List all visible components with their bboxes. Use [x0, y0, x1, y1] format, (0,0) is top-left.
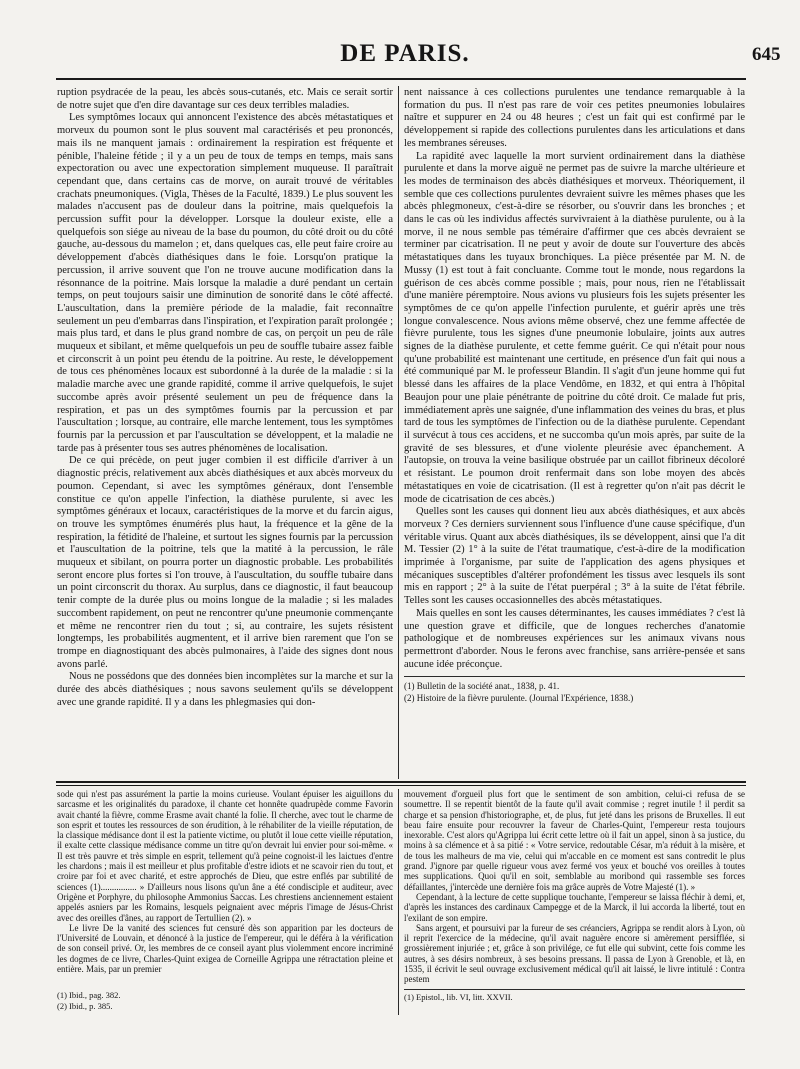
feuilleton-left-column	[57, 789, 393, 1061]
footnote: (1) Ibid., pag. 382.	[57, 990, 121, 1001]
footnote: (2) Ibid., p. 385.	[57, 1000, 113, 1011]
page-title: DE PARIS.	[340, 40, 470, 67]
footnote: (1) Epistol., lib. VI, litt. XXVII.	[404, 991, 513, 1002]
footnote: (1) Bulletin de la société anat., 1838, p. 41.	[404, 681, 560, 692]
article-paragraph: Nous ne possédons que des données bien incomplètes sur la marche et sur la durée des abcès diathésiques ; nous savons seulement qu'ils se développent avec une grande rapidité. Il y a dans les phlegmasies qui don-	[57, 671, 393, 708]
feuilleton-column-divider	[398, 789, 399, 1015]
article-paragraph: nent naissance à ces collections purulentes une tendance remarquable à la formation du pus. Il n'est pas rare de voir ces petites pneumonies lobulaires naître et suppurer en 24 ou 48 heures ; c'est un fait qui est confirmé par le développement si rapide des collections purulentes dans les articulations et dans les membranes séreuses.	[404, 87, 745, 149]
feuilleton-paragraph: sode qui n'est pas assurément la partie la moins curieuse. Voulant épuiser les aiguillons du sarcasme et les originalités du paradoxe, il chante cet honnête quadrupède comme Favorin avait chanté la fièvre, comme Erasme avait chanté la folie. Il cherche, avec tout le charme de son esprit et toutes les ressources de son érudition, à le réhabiliter de la vieille réputation, de la classique médisance dont il est la patiente victime, ou plutôt il loue cette vieille réputation, il exalte cette classique médisance comme un titre qu'on devrait lui envier pour soi-même. « Il est très pauvre et très simple en esprit, tellement qu'à peine cognoist-il les laictues d'entre les chardons ; mais il est meilleur et plus profitable d'estre idiots et ne scavoir rien du tout, et croire par foi et avec charité, et estre approchés de Dieu, que estre enflés par subtilité de sciences (1)................ » D'ailleurs nous lisons qu'un âne a été condisciple et auditeur, avec Origène et Porphyre, du philosophe Ammonius Saccas. Les chrestiens anciennement estaient appelés asniers par les Romains, lesquels peignaient avec mépris l'image de Jésus-Christ avec des oreilles d'ânes, au rapport de Tertullien (2). »	[57, 789, 393, 923]
article-paragraph: Mais quelles en sont les causes déterminantes, les causes immédiates ? c'est là une question grave et difficile, que de longues recherches d'anatomie pathologique et de nombreuses expériences sur les animaux vivans nous permettront d'aborder. Nous le ferons avec franchise, sans arrière-pensée et sans aucune idée préconçue.	[404, 607, 745, 670]
feuilleton-rule-thin	[56, 785, 746, 786]
article-paragraph: ruption psydracée de la peau, les abcès sous-cutanés, etc. Mais ce serait sortir de notre sujet que d'en dire davantage sur ces deux terribles maladies.	[57, 87, 393, 111]
article-paragraph: Les symptômes locaux qui annoncent l'existence des abcès métastatiques et morveux du poumon sont le plus souvent mal caractérisés et peu prononcés, mais ils ne manquent jamais : ordinairement la respiration est fréquente et pénible, l'haleine fétide ; il y a un peu de toux de temps en temps, mais sans expectoration ou avec une expectoration simplement muqueuse. Il paraîtrait cependant que, dans certains cas de morve, on aurait trouvé de véritables crachats pneumoniques. (Vigla, Thèses de la Faculté, 1839.) Le plus souvent les malades n'accusent pas de douleur dans la poitrine, mais quelquefois la percussion suffit pour la développer. Lorsque la douleur existe, elle a quelquefois son siége au niveau de la base du poumon, du côté droit ou du côté gauche, au-dessous du mamelon ; et, dans quelques cas, elle peut faire croire au développement d'abcès diathésiques dans le foie. Lorsqu'on pratique la percussion, il arrive souvent que l'on ne trouve aucune modification dans la résonnance de la poitrine. Mais lorsque la maladie a duré pendant un certain temps, on peut toujours saisir une diminution de sonorité dans le côté affecté. L'auscultation, dans la première période de la maladie, fait reconnaître seulement un peu d'embarras dans l'inspiration, et l'expiration paraît prolongée ; mais plus tard, et dans le plus grand nombre de cas, on perçoit un peu de râle muqueux et sibilant, et même quelquefois un peu de souffle tubaire assez faible et circonscrit à un point peu étendu de la poitrine. Au reste, le développement de tous ces phénomènes locaux est subordonné à la durée de la maladie : si la maladie marche avec une grande rapidité, comme il arrive quelquefois, le sujet succombe après avoir présenté seulement un peu de fréquence dans la respiration, et pas un des symptômes fournis par la percussion et par l'auscultation ; lorsque, au contraire, elle marche lentement, tous les symptômes fournis par la percussion et par l'auscultation se développent, et la maladie ne tarde pas à présenter tous ses autres phénomènes de localisation.	[57, 112, 393, 454]
feuilleton-right-column	[404, 789, 745, 1061]
article-paragraph: De ce qui précède, on peut juger combien il est difficile d'arriver à un diagnostic précis, relativement aux abcès diathésiques et aux abcès morveux du poumon. Cependant, si avec les symptômes généraux, dont l'ensemble constitue ce qu'on appelle l'infection, la diathèse purulente, si avec les symptômes généraux et locaux, caractéristiques de la morve et du farcin aigus, on trouve les symptômes énumérés plus haut, la fréquence et la gêne de la respiration, la fétidité de l'haleine, et surtout les signes fournis par la percussion et l'auscultation de la poitrine, tels que la matité à la percussion, le râle muqueux et sibilant, on pourra porter un diagnostic probable. Les probabilités seront encore plus fortes si l'on trouve, à l'auscultation, du souffle tubaire dans un point circonscrit du thorax. Au surplus, dans ce diagnostic, il faut beaucoup tenir compte de la durée plus ou moins longue de la maladie ; si les malades succombent rapidement, on peut ne rencontrer qu'une pneumonie commençante et même ne rencontrer rien du tout ; si, au contraire, les sujets résistent longtemps, les probabilités augmentent, et il arrive bien rarement que l'on se trompe en diagnostiquant des abcès pulmonaires, à l'aide des signes dont nous avons parlé.	[57, 455, 393, 670]
article-right-column	[404, 87, 745, 779]
feuilleton-paragraph: Le livre De la vanité des sciences fut censuré dès son apparition par les docteurs de l'Université de Louvain, et dénoncé à la justice de l'empereur, qui le déféra à la vérification de son conseil privé. Or, les membres de ce conseil ayant plus violemment encore incriminé les dogmes de ce livre, Charles-Quint exigea de Corneille Agrippa une rétractation pleine et entière. Mais, par un premier	[57, 922, 393, 975]
footnote: (2) Histoire de la fièvre purulente. (Journal l'Expérience, 1838.)	[404, 693, 634, 704]
feuilleton-paragraph: Cependant, à la lecture de cette supplique touchante, l'empereur se laissa fléchir à demi, et, d'après les instances des cardinaux Campegge et de la Marck, il lui accorda la liberté, tout en l'exilant de son empire.	[404, 891, 745, 923]
header-rule	[56, 78, 746, 80]
feuilleton-right-footnotes	[404, 989, 745, 1003]
column-divider	[398, 86, 399, 779]
article-paragraph: Quelles sont les causes qui donnent lieu aux abcès diathésiques, et aux abcès morveux ? Ces derniers surviennent sous l'influence d'une cause spécifique, d'un véritable virus. Quant aux abcès diathésiques, ils se développent, ainsi que l'a dit M. Tessier (2) 1° à la suite de l'état traumatique, c'est-à-dire de la modification imprimée à l'organisme, par suite de l'application des agens physiques et mécaniques susceptibles d'altérer profondément les tissus avec lesquels ils sont mis en rapport ; 2° à la suite de l'état puerpéral ; 3° à la suite de l'état fébrile. Telles sont les causes occasionnelles des abcès métastatiques.	[404, 506, 745, 607]
feuilleton-paragraph: Sans argent, et poursuivi par la fureur de ses créanciers, Agrippa se rendit alors à Lyon, où il reprit l'exercice de la médecine, qu'il avait naguère encore si amèrement persifflée, si grossièrement injuriée ; et, grâce à son privilége, ce fut elle qui subvint, cette fois comme les autres, à ses désirs nombreux, à ses besoins pressans. Il passa de Lyon à Grenoble, et là, en 1535, il écrivit le seul ouvrage exclusivement médical qu'il ait laissé, le livre intitulé : Contra pestem	[404, 922, 745, 985]
article-paragraph: La rapidité avec laquelle la mort survient ordinairement dans la diathèse purulente et dans la morve aiguë ne permet pas de suivre la marche ultérieure et les modes de terminaison des abcès diathésiques et morveux. Théoriquement, il semble que ces collections purulentes devraient suivre les mêmes phases que les abcès phlegmoneux, c'est-à-dire se résorber, ou s'ouvrir dans les bronches ; et dans le cas où les individus affectés survivraient à la diathèse purulente, ou à la morve, il ne nous semble pas téméraire d'affirmer que ces abcès devraient se terminer par cicatrisation. Il ne peut y avoir de doute sur l'ouverture des abcès métastatiques dans les tuyaux bronchiques. La pièce présentée par M. N. de Mussy (1) est tout à fait concluante. Comme tout le monde, nous regardons la guérison de ces abcès comme possible ; mais, pour nous, rien ne l'établissait d'une manière péremptoire. Nous avions vu plusieurs fois les sujets présenter les symptômes de ce qu'on appelle l'infection purulente, et guérir après une très longue convalescence. Nous avions même observé, chez une femme affectée de fièvre purulente, tous les signes d'une pneumonie lobulaire, joints aux autres signes de la diathèse purulente, et cette femme guérit. Ce qui n'était pour nous qu'une probabilité est maintenant une certitude, en présence d'un fait qui nous a été communiqué par M. le professeur Blandin. Il s'agit d'un jeune homme qui fut blessé dans les affaires de la place Vendôme, en 1832, et qui entra à l'hôpital Beaujon pour une plaie pénétrante de poitrine du côté droit. Ce malade fut pris, immédiatement après une saignée, d'une inflammation des veines du bras, et plus tard de tous les symptômes de l'infection ou de la diathèse purulente. Cependant il survécut à tous ces accidens, et ne succomba qu'un mois après, par suite de la gravité de ses blessures, et d'une violente pleurésie avec épanchement. A l'autopsie, on trouva la veine basilique obstruée par un caillot fibrineux décoloré et résistant. Le poumon droit renfermait dans son lobe moyen des abcès métastatiques en voie de cicatrisation. (Il est à regretter qu'on n'ait pas décrit le mode de cicatrisation de ces abcès.)	[404, 150, 745, 505]
feuilleton-left-footnotes	[57, 990, 393, 1011]
page-number: 645	[752, 44, 781, 65]
article-left-column	[57, 87, 393, 779]
feuilleton-paragraph: mouvement d'orgueil plus fort que le sentiment de son ambition, celui-ci refusa de se soumettre. Il se repentit bientôt de la faute qu'il avait commise ; regret inutile ! il perdit sa charge et sa pension d'historiographe, et, de plus, fut jeté dans les prisons de Bruxelles. Il eut beau faire ensuite pour recouvrer la faveur de Charles-Quint, l'empereur resta toujours inexorable. C'est alors qu'Agrippa lui écrit cette lettre où il fait un appel, sinon à sa justice, du moins à sa clémence et à sa pitié : « Votre service, redoutable César, m'a réduit à la misère, et de tous les malheurs de ma vie, celui qui m'accable en ce moment est sans contredit le plus grand. J'ignore par quelle rigueur vous avez fermé vos yeux et bouché vos oreilles à toutes mes supplications. Quoi qu'il en soit, semblable au moribond qui rassemble ses forces défaillantes, j'intercède une dernière fois ma grâce auprès de Votre Majesté (1). »	[404, 789, 745, 892]
feuilleton-rule	[56, 781, 746, 783]
article-footnotes	[404, 676, 745, 704]
